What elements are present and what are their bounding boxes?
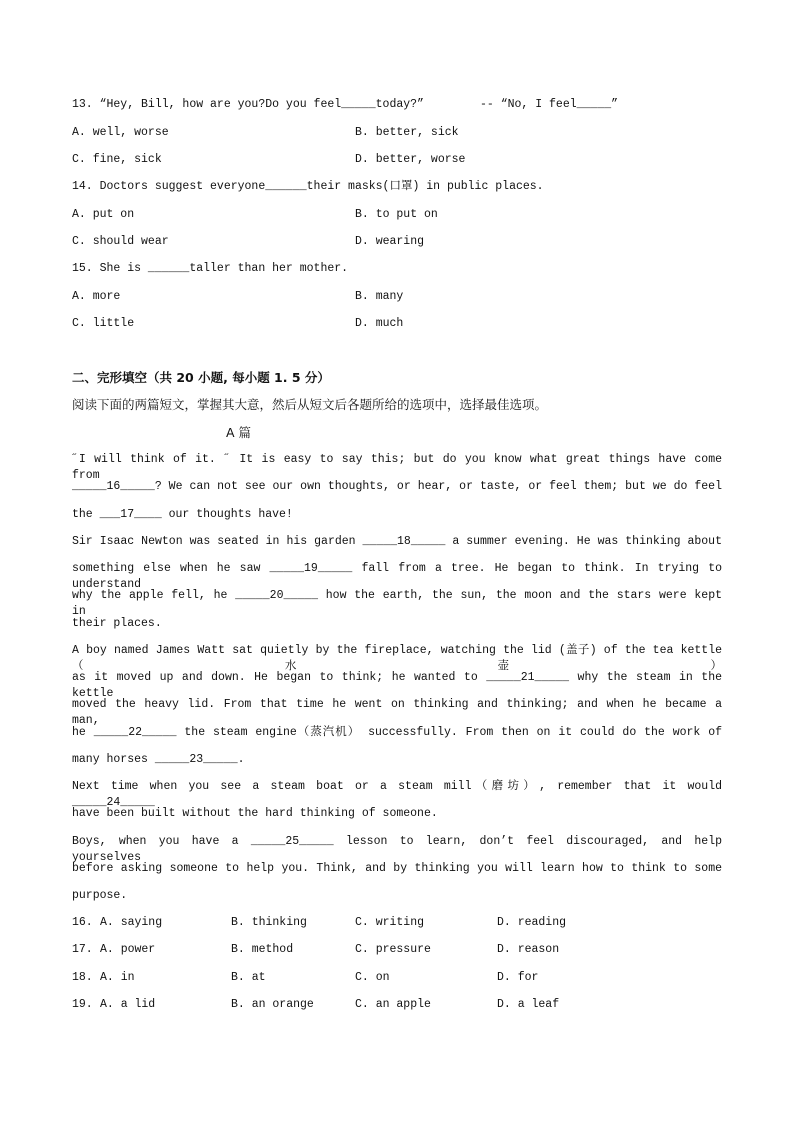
option-a: A. a lid	[100, 998, 156, 1011]
option-d: D. a leaf	[497, 998, 560, 1011]
passage-title: A 篇	[226, 425, 252, 440]
passage-line: the ___17____ our thoughts have!	[72, 508, 293, 521]
question-number: 18.	[72, 971, 93, 984]
passage-line: have been built without the hard thinking of someone.	[72, 807, 438, 820]
passage-line: moved the heavy lid. From that time he went on thinking and thinking; and when he became a man,	[72, 698, 722, 727]
option-d: D. for	[497, 971, 539, 984]
passage-line: something else when he saw _____19_____ fall from a tree. He began to think. In trying to understand	[72, 562, 722, 591]
option-b: B. method	[231, 943, 294, 956]
section-instruction: 阅读下面的两篇短文，掌握其大意，然后从短文后各题所给的选项中，选择最佳选项。	[72, 397, 548, 412]
passage-line: ˝I will think of it. ˝ It is easy to say this; but do you know what great things have come from	[72, 453, 722, 482]
option-a: A. power	[100, 943, 156, 956]
passage-line: their places.	[72, 617, 162, 630]
q15-option-d: D. much	[355, 317, 404, 330]
section-heading: 二、完形填空（共 20 小题, 每小题 1. 5 分）	[72, 370, 330, 385]
passage-line: as it moved up and down. He began to think; he wanted to _____21_____ why the steam in the kettle	[72, 671, 722, 700]
option-c: C. on	[355, 971, 390, 984]
q15-stem: 15. She is ______taller than her mother.	[72, 262, 349, 275]
q13-reply: -- “No, I feel_____”	[480, 98, 619, 111]
passage-line: many horses _____23_____.	[72, 753, 245, 766]
passage-line: Sir Isaac Newton was seated in his garden _____18_____ a summer evening. He was thinking about	[72, 535, 722, 548]
passage-line: Boys, when you have a _____25_____ lesson to learn, don’t feel discouraged, and help yourselves	[72, 835, 722, 864]
q14-option-b: B. to put on	[355, 208, 438, 221]
q13-option-c: C. fine, sick	[72, 153, 162, 166]
q14-option-d: D. wearing	[355, 235, 425, 248]
q15-option-c: C. little	[72, 317, 135, 330]
passage-line: _____16_____? We can not see our own thoughts, or hear, or taste, or feel them; but we do feel	[72, 480, 722, 493]
passage-line: A boy named James Watt sat quietly by the fireplace, watching the lid (盖子) of the tea kettle（水壶）	[72, 644, 722, 673]
option-c: C. pressure	[355, 943, 431, 956]
option-b: B. thinking	[231, 916, 307, 929]
passage-line: before asking someone to help you. Think, and by thinking you will learn how to think to some	[72, 862, 722, 875]
q14-stem: 14. Doctors suggest everyone______their masks(口罩) in public places.	[72, 180, 544, 193]
question-number: 17.	[72, 943, 93, 956]
q15-option-b: B. many	[355, 290, 404, 303]
option-d: D. reason	[497, 943, 560, 956]
question-number: 16.	[72, 916, 93, 929]
passage-line: he _____22_____ the steam engine（蒸汽机） successfully. From then on it could do the work of	[72, 726, 722, 739]
option-d: D. reading	[497, 916, 567, 929]
passage-line: why the apple fell, he _____20_____ how the earth, the sun, the moon and the stars were kept in	[72, 589, 722, 618]
q13-option-b: B. better, sick	[355, 126, 459, 139]
option-c: C. writing	[355, 916, 425, 929]
option-b: B. at	[231, 971, 266, 984]
passage-line: purpose.	[72, 889, 128, 902]
q13-option-a: A. well, worse	[72, 126, 169, 139]
q15-option-a: A. more	[72, 290, 121, 303]
q13-stem: 13. “Hey, Bill, how are you?Do you feel_____today?”	[72, 98, 424, 111]
passage-line: Next time when you see a steam boat or a steam mill（磨坊）, remember that it would _____24_____	[72, 780, 722, 809]
option-b: B. an orange	[231, 998, 314, 1011]
q14-option-a: A. put on	[72, 208, 135, 221]
q13-option-d: D. better, worse	[355, 153, 466, 166]
question-number: 19.	[72, 998, 93, 1011]
option-c: C. an apple	[355, 998, 431, 1011]
option-a: A. saying	[100, 916, 163, 929]
q14-option-c: C. should wear	[72, 235, 169, 248]
option-a: A. in	[100, 971, 135, 984]
